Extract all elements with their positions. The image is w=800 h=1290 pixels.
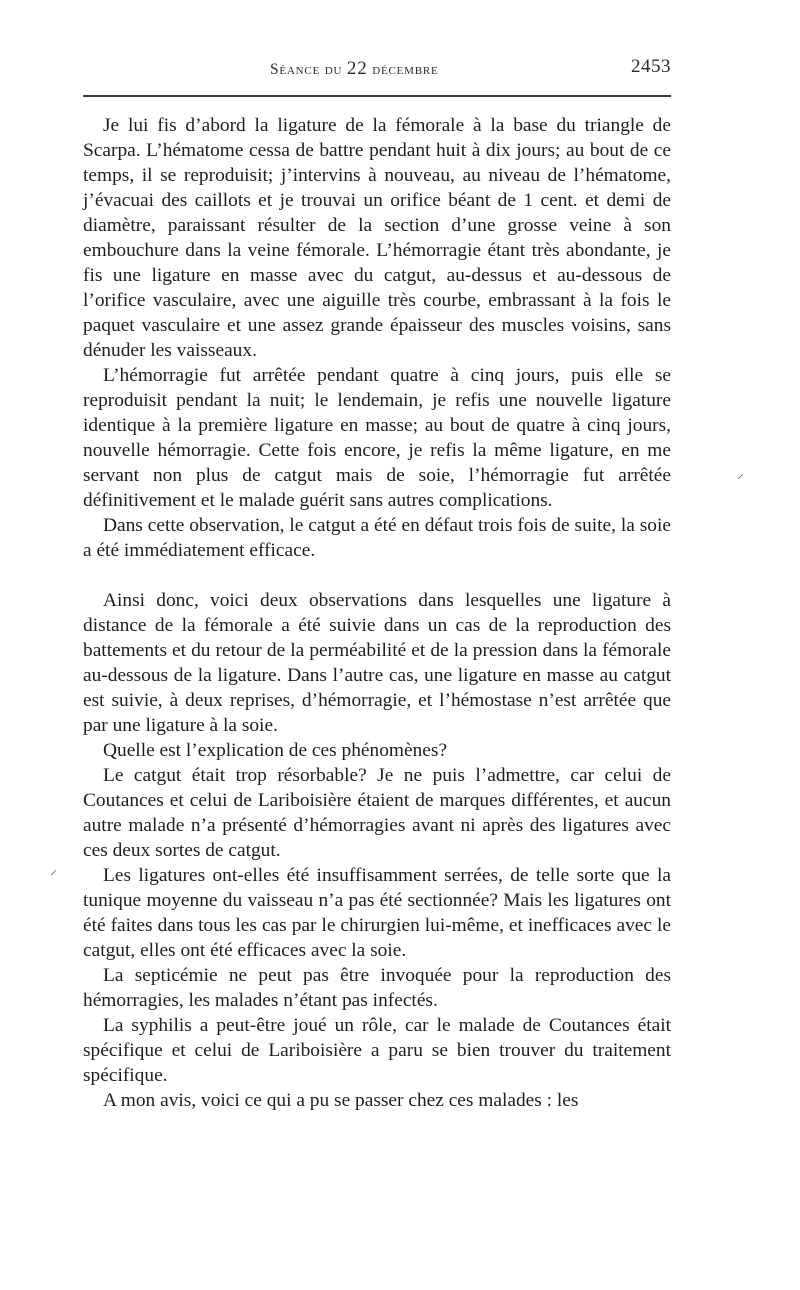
paragraph: La septicémie ne peut pas être invoquée pour la reproduction des hémorragies, les malades n’étant pas infectés. (83, 965, 671, 1011)
body-text (83, 113, 671, 1113)
paragraph: Quelle est l’explication de ces phénomènes? (103, 740, 448, 761)
paragraph: A mon avis, voici ce qui a pu se passer chez ces malades : les (103, 1090, 579, 1111)
paragraph: Dans cette observation, le catgut a été en défaut trois fois de suite, la soie a été immédiatement efficace. (83, 515, 671, 561)
paragraph: Le catgut était trop résorbable? Je ne puis l’admettre, car celui de Coutances et celui de Lariboisière étaient de marques différentes, et aucun autre malade n’a présenté d’hémorragies avant ni après des ligatures avec ces deux sortes de catgut. (83, 765, 671, 861)
header-title-day: 22 (346, 58, 368, 79)
header-title (270, 58, 439, 80)
header-title-prefix: Séance du (270, 61, 347, 78)
header-title-suffix: décembre (367, 61, 439, 78)
margin-mark: ⸍ (50, 869, 57, 884)
paragraph: Les ligatures ont-elles été insuffisamment serrées, de telle sorte que la tunique moyenne du vaisseau n’a pas été sectionnée? Mais les ligatures ont été faites dans tous les cas par le chirurgien lui-même, et inefficaces avec le catgut, elles ont été efficaces avec la soie. (83, 865, 671, 961)
margin-mark: ⸍ (737, 473, 744, 488)
running-header (83, 58, 671, 84)
paragraph: Ainsi donc, voici deux observations dans lesquelles une ligature à distance de la fémorale a été suivie dans un cas de la reproduction des battements et du retour de la perméabilité et de la pression dans la fémorale au-dessous de la ligature. Dans l’autre cas, une ligature en masse au catgut est suivie, à deux reprises, d’hémorragie, et l’hémostase n’est arrêtée que par une ligature à la soie. (83, 590, 671, 736)
paragraph: Je lui fis d’abord la ligature de la fémorale à la base du triangle de Scarpa. L’hématome cessa de battre pendant huit à dix jours; au bout de ce temps, il se reproduisit; j’intervins à nouveau, au niveau de l’hématome, j’évacuai des caillots et je trouvai un orifice béant de 1 cent. et demi de diamètre, paraissant résulter de la section d’une grosse veine à son embouchure dans la veine fémorale. L’hémorragie étant très abondante, je fis une ligature en masse avec du catgut, au-dessus et au-dessous de l’orifice vasculaire, avec une aiguille très courbe, embrassant à la fois le paquet vasculaire et une assez grande épaisseur des muscles voisins, sans dénuder les vaisseaux. (83, 115, 671, 361)
paragraph: L’hémorragie fut arrêtée pendant quatre à cinq jours, puis elle se reproduisit pendant la nuit; le lendemain, je refis une nouvelle ligature identique à la première ligature en masse; au bout de quatre à cinq jours, nouvelle hémorragie. Cette fois encore, je refis la même ligature, en me servant non plus de catgut mais de soie, l’hémorragie fut arrêtée définitivement et le malade guérit sans autres complications. (83, 365, 671, 511)
header-rule (83, 95, 671, 97)
page-number: 2453 (631, 56, 671, 77)
paragraph: La syphilis a peut-être joué un rôle, car le malade de Coutances était spécifique et celui de Lariboisière a paru se bien trouver du traitement spécifique. (83, 1015, 671, 1086)
